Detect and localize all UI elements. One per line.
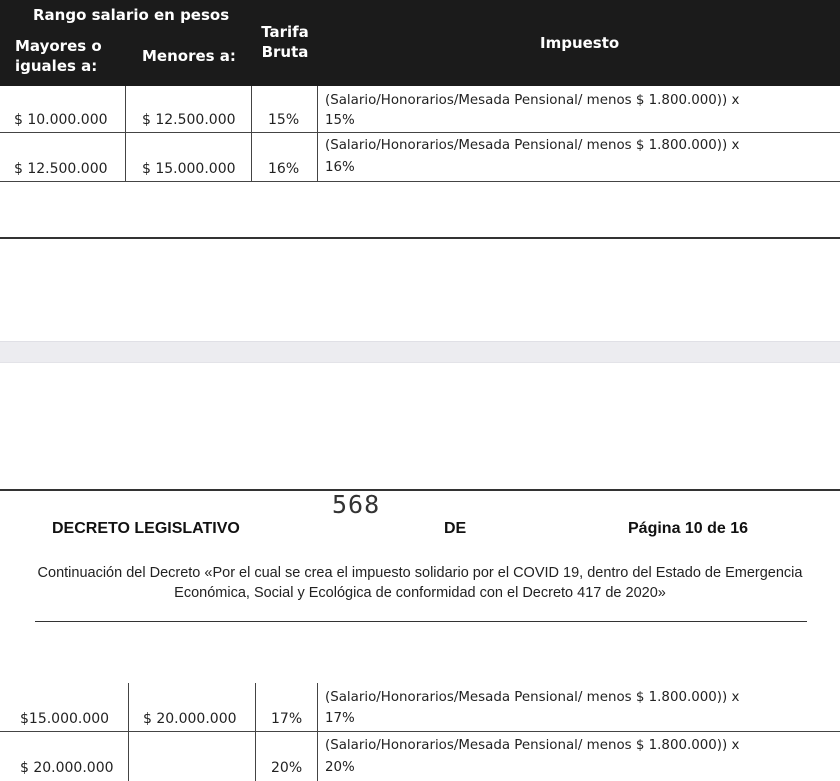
- header-rule: [35, 621, 807, 622]
- table-row-1-rate: 15%: [268, 112, 300, 128]
- col-min-header: Mayores o iguales a:: [15, 37, 102, 75]
- col-max-header: Menores a:: [142, 47, 236, 65]
- bottom-row-1-rate: 17%: [271, 711, 303, 727]
- bottom-row-2-rate: 20%: [271, 760, 303, 776]
- table-row-2-min: $ 12.500.000: [14, 161, 108, 177]
- range-group-header: Rango salario en pesos: [33, 6, 230, 24]
- page-separator: [0, 341, 840, 363]
- table-row-2-tax-2: 16%: [325, 160, 355, 175]
- bottom-row-2-min: $ 20.000.000: [20, 760, 114, 776]
- table-row-2-tax-1: (Salario/Honorarios/Mesada Pensional/ menos $ 1.800.000)) x: [325, 138, 740, 153]
- page-number: Página 10 de 16: [628, 520, 749, 537]
- decree-title: DECRETO LEGISLATIVO: [52, 520, 240, 537]
- table-row-1-tax-1: (Salario/Honorarios/Mesada Pensional/ menos $ 1.800.000)) x: [325, 93, 740, 108]
- handwritten-decree-number: 568: [332, 490, 381, 519]
- col-tax-header: Impuesto: [540, 34, 620, 52]
- bottom-row-1-tax-1: (Salario/Honorarios/Mesada Pensional/ menos $ 1.800.000)) x: [325, 690, 740, 705]
- continuation-text: [0, 563, 840, 603]
- bottom-row-1-min: $15.000.000: [20, 711, 110, 727]
- page-bottom-rule: [0, 237, 840, 239]
- table-row-2-max: $ 15.000.000: [142, 161, 236, 177]
- continuation-paragraph: Continuación del Decreto «Por el cual se crea el impuesto solidario por el COVID 19, dentro del Estado de Emergencia Económica, Social y Ecológica de conformidad con el Decreto 417 de 2020»: [37, 565, 803, 601]
- bottom-row-1-tax-2: 17%: [325, 711, 355, 726]
- bottom-row-2-tax-1: (Salario/Honorarios/Mesada Pensional/ menos $ 1.800.000)) x: [325, 738, 740, 753]
- page-top-rule: [0, 489, 840, 491]
- bottom-row-1-max: $ 20.000.000: [143, 711, 237, 727]
- table-row-1-tax-2: 15%: [325, 113, 355, 128]
- table-row-1-min: $ 10.000.000: [14, 112, 108, 128]
- decree-de: DE: [444, 520, 467, 537]
- bottom-row-2-tax-2: 20%: [325, 760, 355, 775]
- col-rate-header: Tarifa Bruta: [261, 23, 309, 61]
- table-row-1-max: $ 12.500.000: [142, 112, 236, 128]
- table-row-2-rate: 16%: [268, 161, 300, 177]
